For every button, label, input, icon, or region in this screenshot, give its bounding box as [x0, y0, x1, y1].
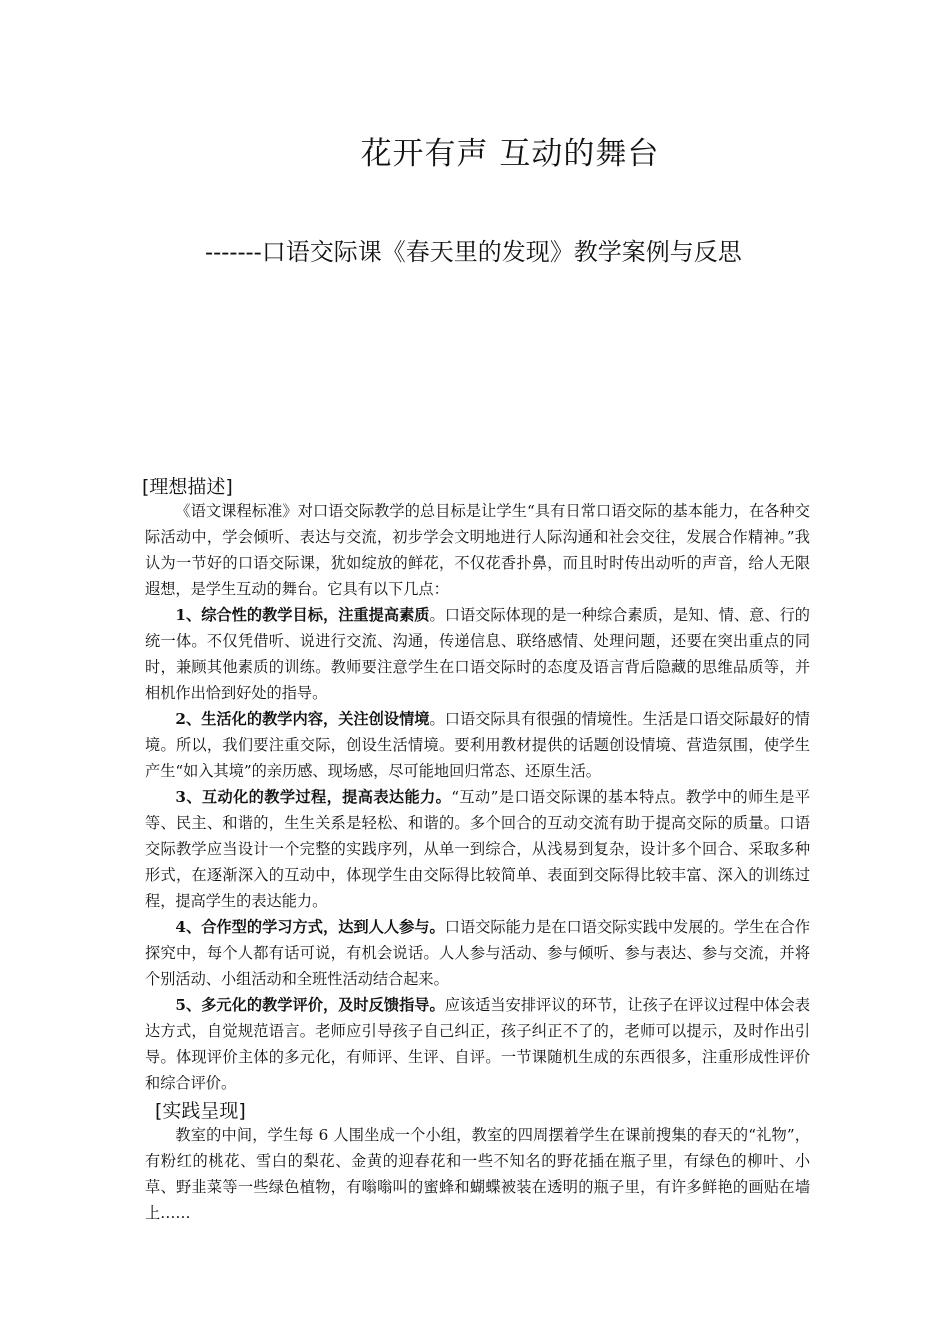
- paragraph-text: 口语交际能力是在口语交际实践中发展的。学生在合作探究中，每个人都有话可说，有机会说话。人人参与活动、参与倾听、参与表达、参与交流，并将个别活动、小组活动和全班性活动结合起来。: [145, 918, 811, 988]
- paragraph: [145, 1122, 810, 1226]
- paragraph-text: 应该适当安排评议的环节，让孩子在评议过程中体会表达方式，自觉规范语言。老师应引导孩子自己纠正，孩子纠正不了的，老师可以提示，及时作出引导。体现评价主体的多元化，有师评、生评、自评。一节课随机生成的东西很多，注重形成性评价和综合评价。: [145, 996, 811, 1092]
- paragraph-lead: 3、互动化的教学过程，提高表达能力。: [175, 788, 452, 806]
- paragraph: [145, 784, 810, 914]
- document-subtitle: -------口语交际课《春天里的发现》教学案例与反思: [205, 238, 742, 266]
- paragraph: [145, 706, 810, 784]
- paragraph: [145, 498, 810, 602]
- paragraph: [145, 914, 810, 992]
- paragraph-lead: 4、合作型的学习方式，达到人人参与。: [175, 918, 445, 936]
- paragraph: [145, 992, 810, 1096]
- paragraph-text: 《语文课程标准》对口语交际教学的总目标是让学生“具有日常口语交际的基本能力，在各种交际活动中，学会倾听、表达与交流，初步学会文明地进行人际沟通和社会交往，发展合作精神。”我认为一节好的口语交际课，犹如绽放的鲜花，不仅花香扑鼻，而且时时传出动听的声音，给人无限遐想，是学生互动的舞台。它具有以下几点：: [145, 502, 810, 598]
- paragraph-text: 。口语交际体现的是一种综合素质，是知、情、意、行的统一体。不仅凭借听、说进行交流、沟通，传递信息、联络感情、处理问题，还要在突出重点的同时，兼顾其他素质的训练。教师要注意学生在口语交际时的态度及语言背后隐藏的思维品质等，并相机作出恰到好处的指导。: [145, 606, 810, 702]
- section-body-ideal: [145, 498, 810, 1096]
- paragraph: [145, 602, 810, 706]
- section-body-practice: [145, 1122, 810, 1226]
- document-title: 花开有声 互动的舞台: [360, 136, 660, 172]
- section-heading-practice: [实践呈现]: [155, 1100, 246, 1122]
- paragraph-lead: 1、综合性的教学目标，注重提高素质: [175, 606, 430, 624]
- section-heading-ideal: [理想描述]: [142, 476, 233, 498]
- paragraph-lead: 5、多元化的教学评价，及时反馈指导。: [175, 996, 445, 1014]
- paragraph-text: 教室的中间，学生每 6 人围坐成一个小组，教室的四周摆着学生在课前搜集的春天的“礼物”，有粉红的桃花、雪白的梨花、金黄的迎春花和一些不知名的野花插在瓶子里，有绿色的柳叶、小草、野韭菜等一些绿色植物，有嗡嗡叫的蜜蜂和蝴蝶被装在透明的瓶子里，有许多鲜艳的画贴在墙上……: [145, 1126, 810, 1222]
- paragraph-text: 。口语交际具有很强的情境性。生活是口语交际最好的情境。所以，我们要注重交际，创设生活情境。要利用教材提供的话题创设情境、营造氛围，使学生产生“如入其境”的亲历感、现场感，尽可能地回归常态、还原生活。: [145, 710, 810, 780]
- paragraph-text: “互动”是口语交际课的基本特点。教学中的师生是平等、民主、和谐的，生生关系是轻松、和谐的。多个回合的互动交流有助于提高交际的质量。口语交际教学应当设计一个完整的实践序列，从单一到综合，从浅易到复杂，设计多个回合、采取多种形式，在逐渐深入的互动中，体现学生由交际得比较简单、表面到交际得比较丰富、深入的训练过程，提高学生的表达能力。: [145, 788, 811, 910]
- paragraph-lead: 2、生活化的教学内容，关注创设情境: [175, 710, 430, 728]
